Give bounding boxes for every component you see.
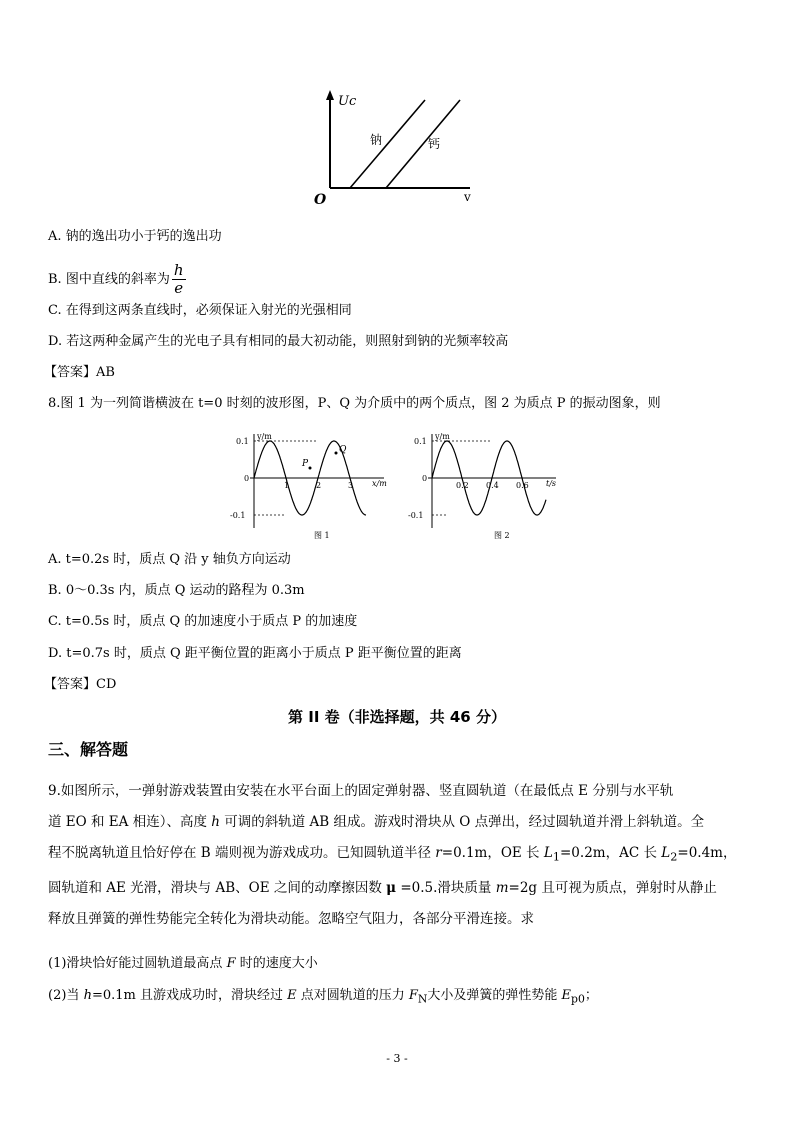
q7-option-d: D. 若这两种金属产生的光电子具有相同的最大初动能，则照射到钠的光频率较高 [48,334,509,349]
q8-option-c: C. t=0.5s 时，质点 Q 的加速度小于质点 P 的加速度 [48,614,358,629]
y-axis-label: Uc [338,94,357,109]
point-p-label: P [302,459,309,469]
fig2-y-label: y/m [435,432,450,441]
part-title: 三、解答题 [48,740,129,759]
q7-option-b [48,262,186,297]
q9-body [48,776,748,935]
fig1-tick-y-bottom: -0.1 [230,511,246,520]
fraction-h-over-e: $\frac{h}{e}$ [173,261,184,297]
fig2-x-label: t/s [546,479,557,488]
section-title: 第 II 卷（非选择题，共 46 分） [288,708,506,726]
q9-sub-question-1: (1)滑块恰好能过圆轨道最高点 F 时的速度大小 [48,956,318,971]
fig1-tick-x-1: 1 [284,481,290,490]
fig2-tick-y-top: 0.1 [414,437,427,446]
fig1-tick-x-2: 2 [316,481,322,490]
fig1-x-label: x/m [372,479,387,488]
fig1-tick-x-3: 3 [348,481,354,490]
q9-line-5: 释放且弹簧的弹性势能完全转化为滑块动能。忽略空气阻力，各部分平滑连接。求 [48,910,534,927]
q9-sub-question-2: (2)当 h=0.1m 且游戏成功时，滑块经过 E 点对圆轨道的压力 $F_N$大小及弹簧的弹性势能 $E_{p0}$； [48,988,598,1006]
q9-line-1: 9.如图所示，一弹射游戏装置由安装在水平台面上的固定弹射器、竖直圆轨道（在最低点 E 分别与水平轨 [48,783,674,799]
q7-option-b-text: B. 图中直线的斜率为 [48,272,170,287]
fig2-tick-x-3: 0.6 [516,481,529,490]
wave-figure-1 [224,428,394,543]
point-q-dot [335,452,338,455]
wave-figure-2 [406,428,576,543]
fig2-caption: 图 2 [494,531,510,540]
q8-answer: 【答案】CD [44,677,117,692]
page-number: - 3 - [386,1052,408,1065]
q9-line-2: 道 EO 和 EA 相连）、高度 h 可调的斜轨道 AB 组成。游戏时滑块从 O 点弹出，经过圆轨道并滑上斜轨道。全 [48,814,705,830]
point-q-label: Q [339,445,347,455]
fig2-tick-y-bottom: -0.1 [408,511,424,520]
q8-stem: 8.图 1 为一列简谐横波在 t=0 时刻的波形图，P、Q 为介质中的两个质点，图 2 为质点 P 的振动图象，则 [48,396,661,411]
point-p-dot [309,467,312,470]
y-axis-arrow [326,90,334,100]
fig2-tick-x-1: 0.2 [456,481,469,490]
stopping-voltage-graph [310,88,480,208]
fig1-y-label: y/m [257,432,272,441]
q8-option-d: D. t=0.7s 时，质点 Q 距平衡位置的距离小于质点 P 距平衡位置的距离 [48,646,462,661]
fig1-tick-y-top: 0.1 [236,437,249,446]
q7-answer: 【答案】AB [44,365,115,380]
q9-line-4: 圆轨道和 AE 光滑，滑块与 AB、OE 之间的动摩擦因数 μ =0.5.滑块质量 m=2g 且可视为质点，弹射时从静止 [48,879,717,896]
line-sodium [350,100,425,188]
origin-label: O [314,192,327,208]
q7-option-a: A. 钠的逸出功小于钙的逸出功 [48,229,222,244]
fig1-tick-y-zero: 0 [244,474,250,483]
q9-line-3: 程不脱离轨道且恰好停在 B 端则视为游戏成功。已知圆轨道半径 r=0.1m，OE 长 $L_1=0.2m$，AC 长 $L_2=0.4m$， [48,845,737,864]
line-calcium [386,100,460,188]
line2-label: 钙 [428,137,441,151]
fig1-caption: 图 1 [314,531,330,540]
line1-label: 钠 [370,133,383,147]
x-axis-label: v [464,190,471,204]
fig2-tick-y-zero: 0 [422,474,428,483]
q7-option-c: C. 在得到这两条直线时，必须保证入射光的光强相同 [48,303,352,318]
q8-option-a: A. t=0.2s 时，质点 Q 沿 y 轴负方向运动 [48,552,291,567]
fig2-tick-x-2: 0.4 [486,481,499,490]
q8-option-b: B. 0～0.3s 内，质点 Q 运动的路程为 0.3m [48,583,305,598]
